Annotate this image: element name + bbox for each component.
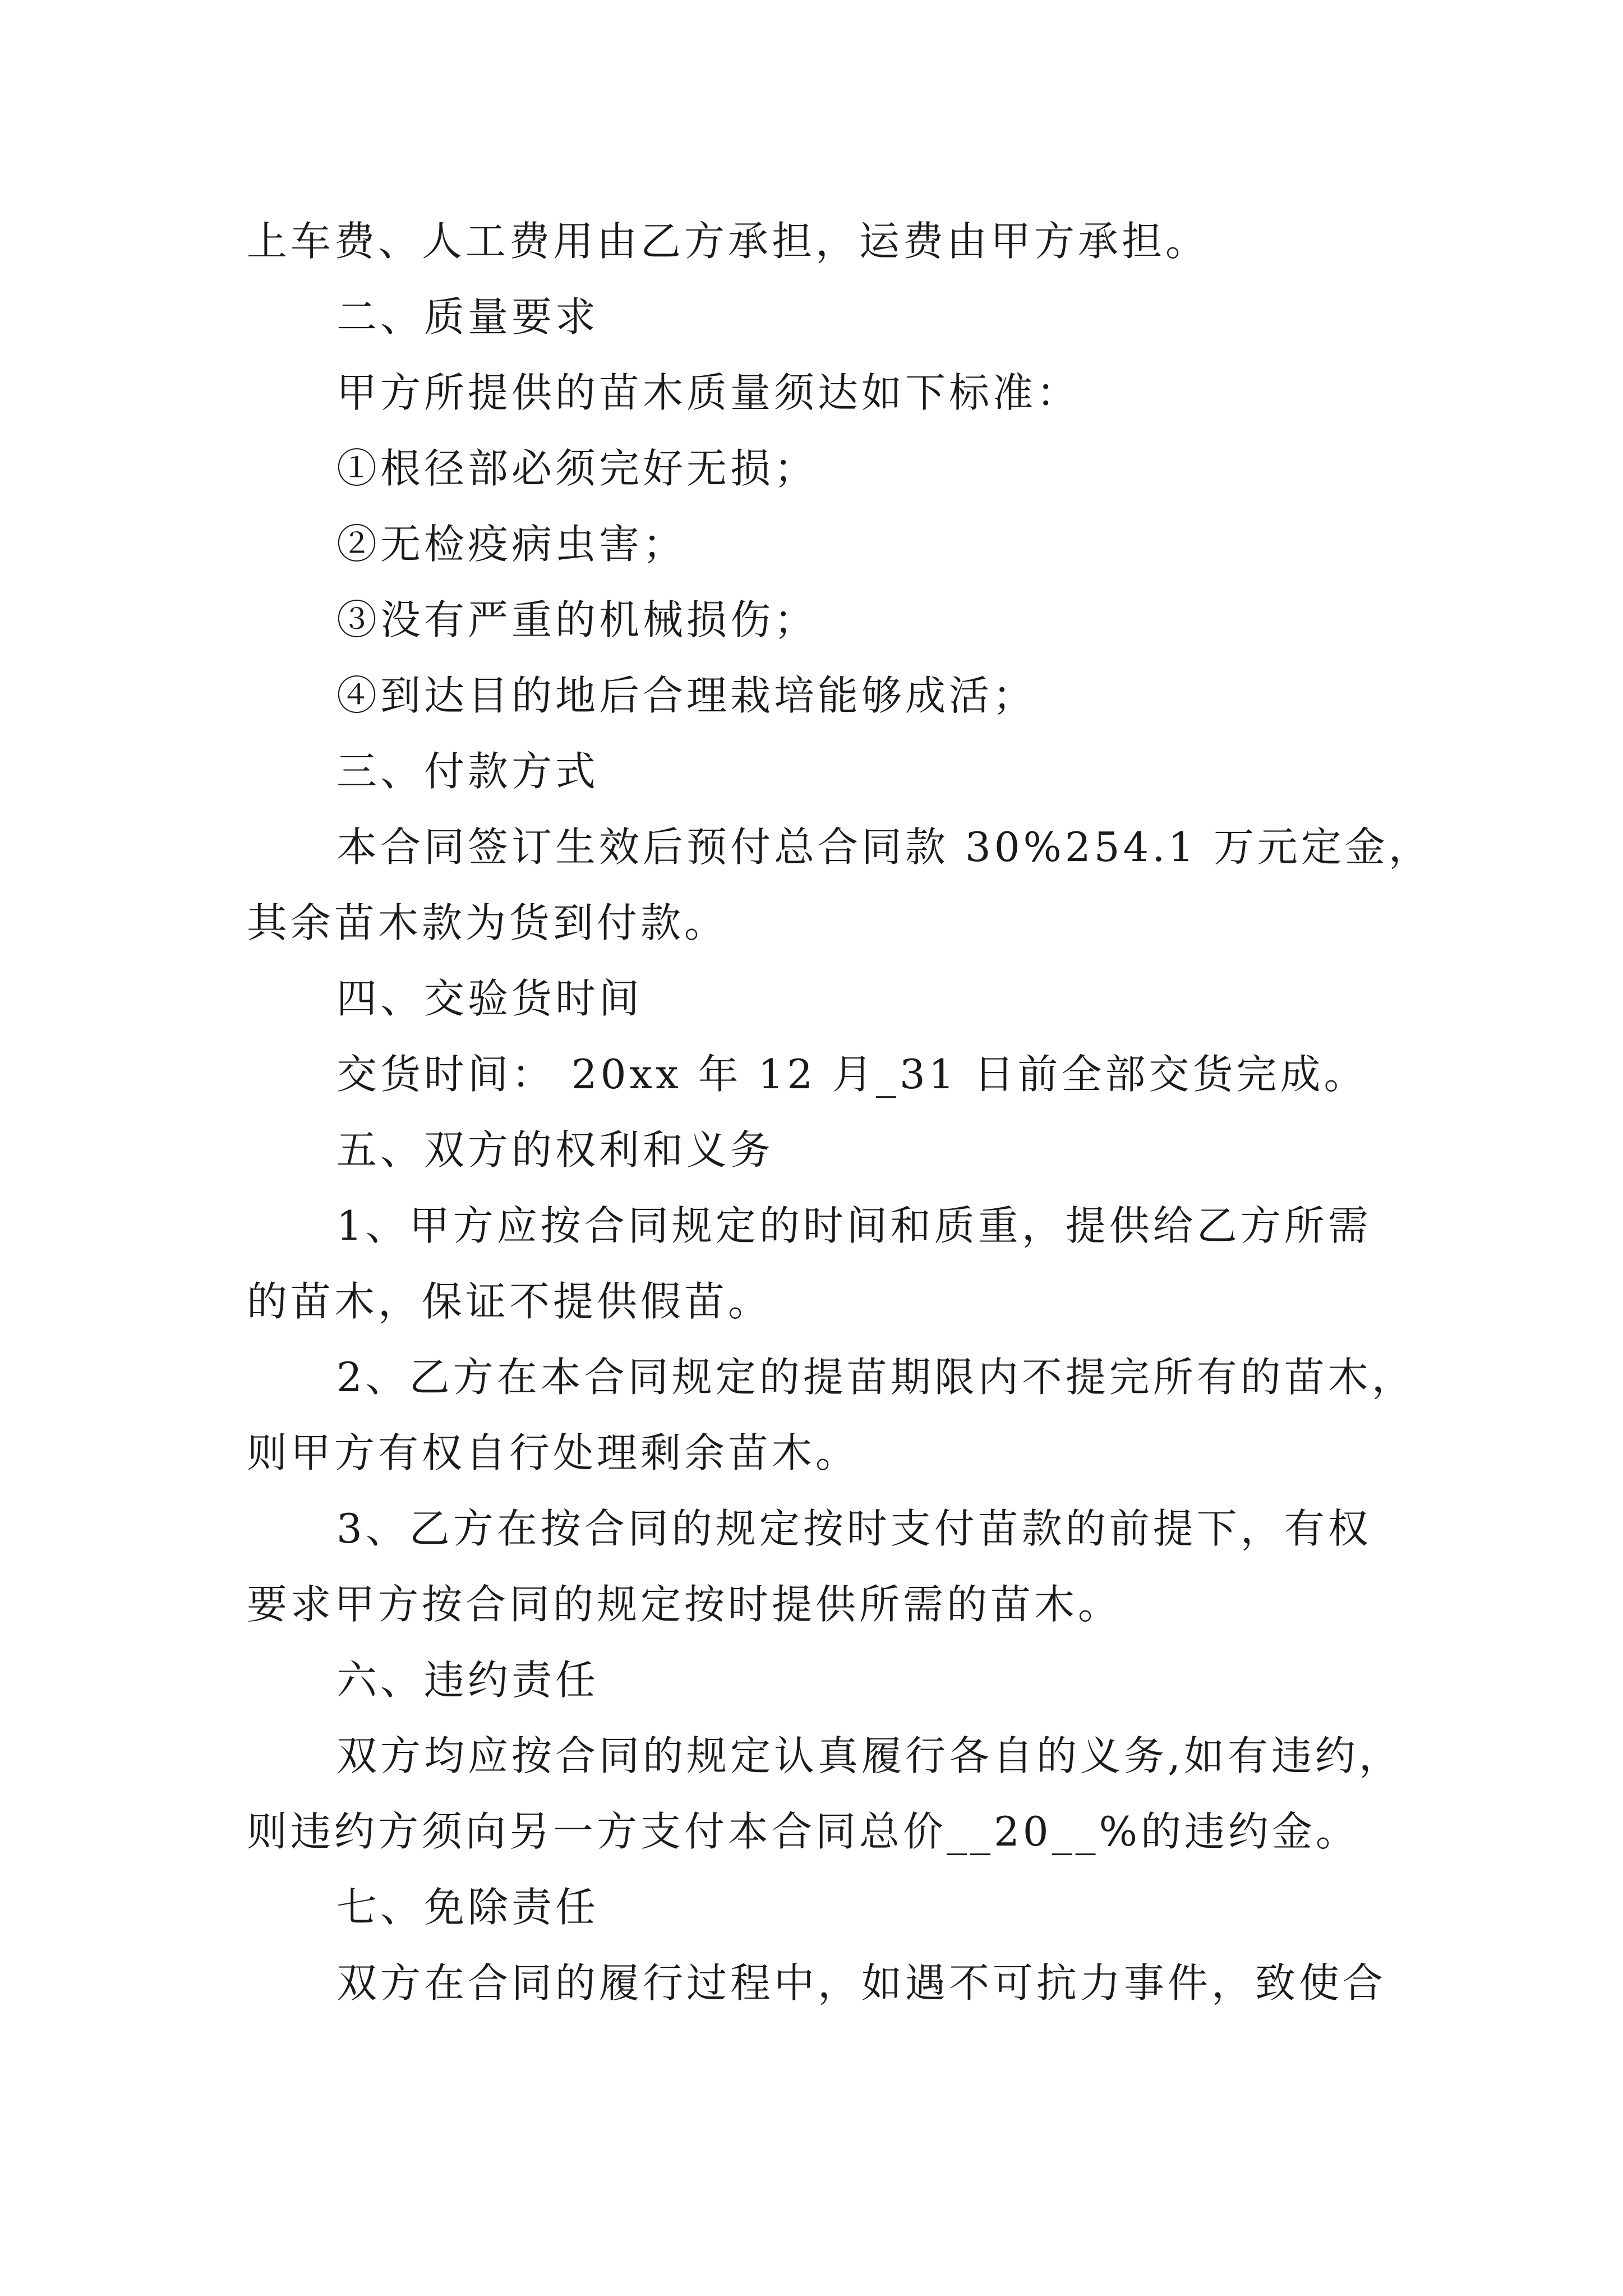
text-line: 1、甲方应按合同规定的时间和质重，提供给乙方所需 xyxy=(336,1202,1372,1249)
list-item: ②无检疫病虫害； xyxy=(336,521,687,568)
section-heading-payment: 三、付款方式 xyxy=(336,748,600,795)
text-line: 则甲方有权自行处理剩余苗木。 xyxy=(247,1429,860,1476)
list-item: ①根径部必须完好无损； xyxy=(336,445,818,492)
section-heading-quality: 二、质量要求 xyxy=(336,293,600,341)
section-heading-delivery: 四、交验货时间 xyxy=(336,975,643,1022)
text-line: 3、乙方在按合同的规定按时支付苗款的前提下，有权 xyxy=(336,1505,1372,1552)
list-item: ③没有严重的机械损伤； xyxy=(336,596,818,643)
section-heading-liability: 六、违约责任 xyxy=(336,1657,600,1704)
text-line: 则违约方须向另一方支付本合同总价__20__%的违约金。 xyxy=(247,1808,1360,1855)
text-line: 本合同签订生效后预付总合同款 30%254.1 万元定金， xyxy=(336,823,1432,871)
list-item: ④到达目的地后合理栽培能够成活； xyxy=(336,672,1037,719)
text-line: 双方均应按合同的规定认真履行各自的义务,如有违约， xyxy=(336,1732,1403,1779)
text-line: 其余苗木款为货到付款。 xyxy=(247,899,728,946)
text-line: 交货时间： 20xx 年 12 月_31 日前全部交货完成。 xyxy=(336,1051,1368,1098)
text-line: 甲方所提供的苗木质量须达如下标准： xyxy=(336,369,1081,416)
section-heading-exemption: 七、免除责任 xyxy=(336,1884,600,1931)
text-line: 双方在合同的履行过程中，如遇不可抗力事件，致使合 xyxy=(336,1959,1387,2007)
section-heading-rights: 五、双方的权利和义务 xyxy=(336,1126,774,1174)
text-line: 的苗木，保证不提供假苗。 xyxy=(247,1278,772,1325)
text-line: 要求甲方按合同的规定按时提供所需的苗木。 xyxy=(247,1581,1122,1628)
text-line: 上车费、人工费用由乙方承担，运费由甲方承担。 xyxy=(247,218,1210,265)
text-line: 2、乙方在本合同规定的提苗期限内不提完所有的苗木， xyxy=(336,1354,1415,1401)
